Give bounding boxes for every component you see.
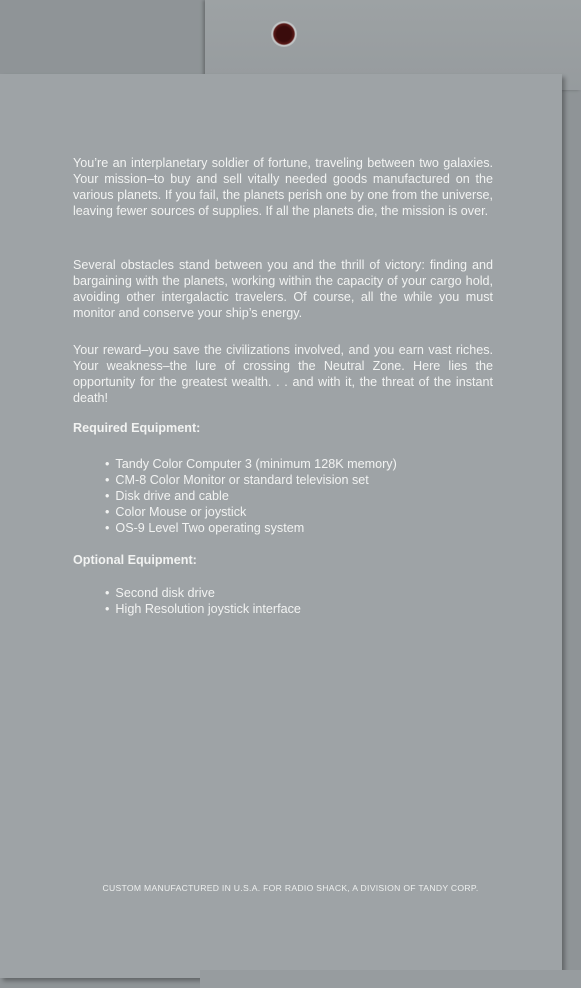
reward-paragraph: Your reward–you save the civilizations involved, and you earn vast riches. Your weakness–the lure of crossing the Neutral Zone. Here lies the opportunity for the greatest wealth. . . and with it, the threat of the instant death! bbox=[73, 343, 493, 405]
list-item: • Second disk drive bbox=[105, 585, 301, 601]
list-item: • High Resolution joystick interface bbox=[105, 601, 301, 617]
list-item: • Tandy Color Computer 3 (minimum 128K memory) bbox=[105, 456, 397, 472]
list-item: • CM-8 Color Monitor or standard television set bbox=[105, 472, 397, 488]
obstacles-paragraph: Several obstacles stand between you and the thrill of victory: finding and bargaining with the planets, working within the capacity of your cargo hold, avoiding other intergalactic travelers. Of course, all the while you must monitor and conserve your ship’s energy. bbox=[73, 258, 493, 320]
manufacturer-footer: CUSTOM MANUFACTURED IN U.S.A. FOR RADIO SHACK, A DIVISION OF TANDY CORP. bbox=[102, 883, 479, 893]
list-item: • Color Mouse or joystick bbox=[105, 504, 397, 520]
optional-equipment-list bbox=[105, 585, 301, 617]
bottom-flap bbox=[200, 970, 581, 988]
optional-equipment-heading: Optional Equipment: bbox=[73, 553, 197, 567]
list-item: • Disk drive and cable bbox=[105, 488, 397, 504]
hang-hole bbox=[271, 21, 297, 47]
intro-paragraph: You’re an interplanetary soldier of fortune, traveling between two galaxies. Your mission–to buy and sell vitally needed goods manufactured on the various planets. If you fail, the planets perish one by one from the universe, leaving fewer sources of supplies. If all the planets die, the mission is over. bbox=[73, 156, 493, 218]
required-equipment-list bbox=[105, 456, 397, 536]
list-item: • OS-9 Level Two operating system bbox=[105, 520, 397, 536]
required-equipment-heading: Required Equipment: bbox=[73, 421, 201, 435]
